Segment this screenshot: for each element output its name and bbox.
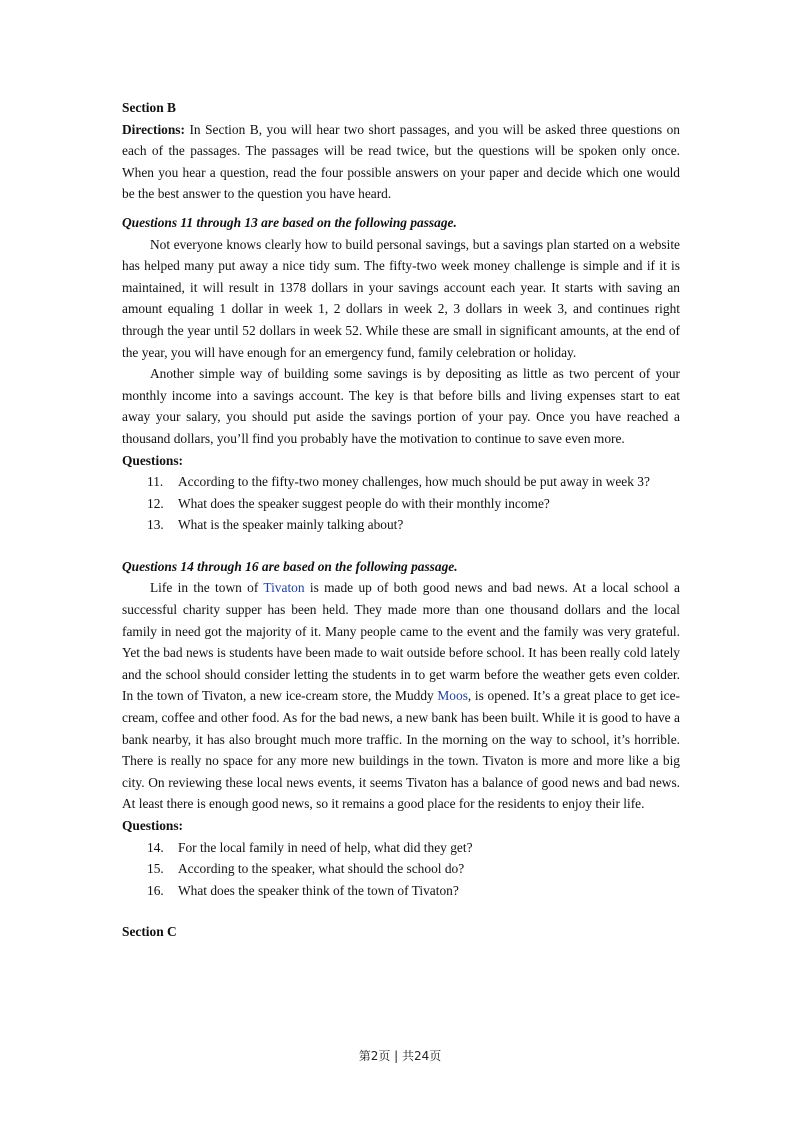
- page-footer: 第2页 | 共24页: [358, 1049, 442, 1063]
- section-b-directions: [122, 119, 680, 205]
- passage2-questions-label: Questions:: [122, 818, 184, 833]
- question-item: [122, 493, 680, 515]
- passage2-question-list: [122, 837, 680, 902]
- question-item: [122, 837, 680, 859]
- question-item: [122, 514, 680, 536]
- question-item: [122, 880, 680, 902]
- passage1-heading: Questions 11 through 13 are based on the following passage.: [122, 214, 457, 230]
- section-b-title: Section B: [122, 100, 176, 115]
- passage2-heading: Questions 14 through 16 are based on the following passage.: [122, 558, 458, 574]
- section-c-title: Section C: [122, 924, 177, 940]
- highlight-tivaton: Tivaton: [263, 580, 305, 596]
- directions-text: In Section B, you will hear two short passages, and you will be asked three questions on each of the passages. The passages will be read twice, but the questions will be spoken only once. When you hear a question, read the four possible answers on your paper and decide which one would be the best answer to the question you have heard.: [122, 121, 680, 202]
- passage2-text: , is opened. It’s a great place to get ice-cream, coffee and other food. As for the bad news, a new bank has been built. While it is good to have a bank nearby, it has also brought much more traffic. In the morning on the way to school, it’s horrible. There is really no space for any more new buildings in the town. Tivaton is more and more like a big city. On reviewing these local news events, it seems Tivaton has a balance of good news and bad news. At least there is enough good news, so it remains a good place for the residents to enjoy their life.: [122, 688, 680, 812]
- passage1-paragraph: Another simple way of building some savings is by depositing as little as two percent of your monthly income into a savings account. The key is that before bills and living expenses start to eat away your salary, you should put aside the savings portion of your pay. Once you have reached a thousand dollars, you’ll find you probably have the motivation to continue to save even more.: [122, 366, 680, 446]
- question-number: 11.: [147, 474, 164, 490]
- question-number: 14.: [147, 839, 164, 855]
- question-text: What does the speaker suggest people do with their monthly income?: [178, 495, 550, 511]
- question-text: According to the speaker, what should the school do?: [178, 861, 465, 877]
- passage2-paragraph: [122, 577, 680, 815]
- page-content: [122, 97, 680, 943]
- question-number: 13.: [147, 517, 164, 533]
- passage1-question-list: [122, 471, 680, 536]
- passage2-text: is made up of both good news and bad news. At a local school a successful charity supper has been held. They made more than one thousand dollars and the local family in need got the majority of it. Many people came to the event and the family was very grateful. Yet the bad news is students have been made to wait outside before school. It has been really cold lately and the school should consider letting the students in to get warm before the weather gets even colder. In the town of Tivaton, a new ice-cream store, the Muddy: [122, 580, 680, 704]
- directions-label: Directions:: [122, 121, 185, 137]
- passage2-text: Life in the town of: [150, 580, 264, 596]
- question-item: [122, 858, 680, 880]
- question-text: What does the speaker think of the town of Tivaton?: [178, 882, 459, 898]
- question-number: 15.: [147, 861, 164, 877]
- question-number: 16.: [147, 882, 164, 898]
- question-text: According to the fifty-two money challenges, how much should be put away in week 3?: [178, 474, 650, 490]
- question-text: For the local family in need of help, what did they get?: [178, 839, 473, 855]
- question-text: What is the speaker mainly talking about?: [178, 517, 404, 533]
- question-number: 12.: [147, 495, 164, 511]
- passage1-questions-label: Questions:: [122, 452, 184, 468]
- highlight-moos: Moos: [437, 688, 468, 704]
- question-item: [122, 471, 680, 493]
- passage1-paragraph: Not everyone knows clearly how to build personal savings, but a savings plan started on a website has helped many put away a nice tidy sum. The fifty-two week money challenge is simple and if it is maintained, it will result in 1378 dollars in your savings account each year. It starts with saving an amount equaling 1 dollar in week 1, 2 dollars in week 2, 3 dollars in week 3, and continues right through the year until 52 dollars in week 52. While these are small in significant amounts, at the end of the year, you will have enough for an emergency fund, family celebration or holiday.: [122, 236, 680, 360]
